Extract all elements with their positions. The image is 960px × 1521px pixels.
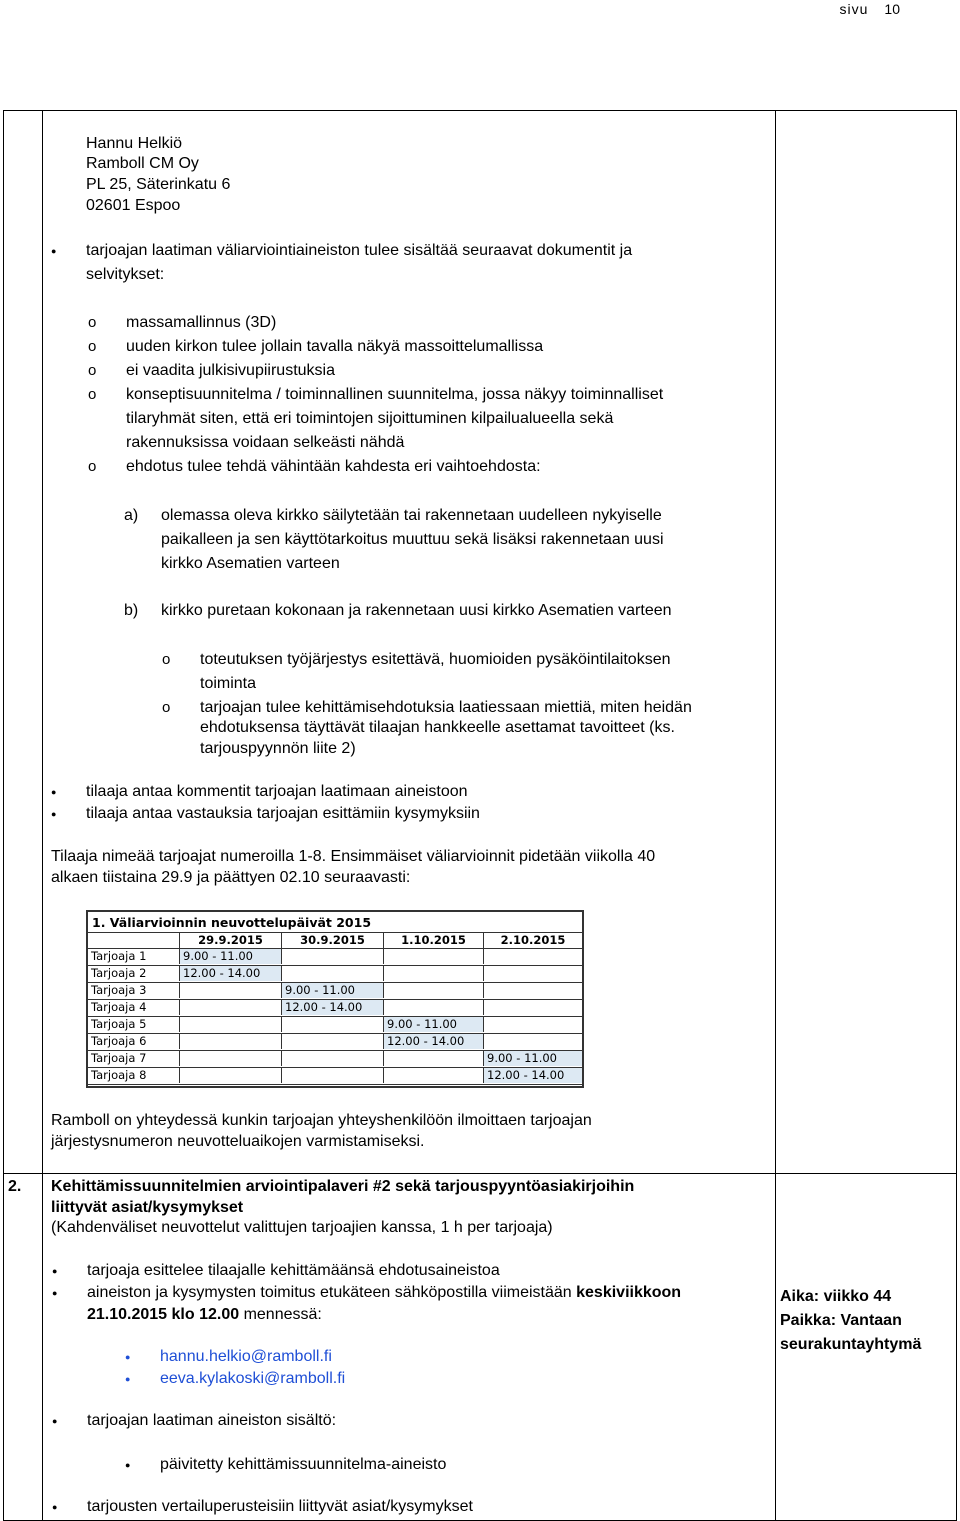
sub-item-cont: tilaryhmät siten, että eri toimintojen sijoittuminen kilpailualueella sekä <box>126 410 614 427</box>
section-bullet: ● tarjousten vertailuperusteisiin liittyvät asiat/kysymykset <box>87 1496 473 1518</box>
schedule-row <box>88 983 582 1000</box>
schedule-title: 1. Väliarvioinnin neuvottelupäivät 2015 <box>88 912 582 933</box>
address-street: PL 25, Säterinkatu 6 <box>86 176 231 193</box>
nested-item-cont: tarjouspyynnön liite 2) <box>200 740 356 757</box>
schedule-empty-cell <box>484 966 582 981</box>
schedule-row-label: Tarjoaja 4 <box>88 1000 180 1015</box>
schedule-row-label: Tarjoaja 8 <box>88 1068 180 1083</box>
schedule-empty-cell <box>484 949 582 964</box>
row1-number-cell <box>4 111 43 1174</box>
schedule-empty-cell <box>384 966 484 981</box>
section-subtitle: (Kahdenväliset neuvottelut valittujen tarjoajien kanssa, 1 h per tarjoaja) <box>51 1219 553 1236</box>
client-bullet: ● tilaaja antaa vastauksia tarjoajan esittämiin kysymyksiin <box>86 803 480 825</box>
schedule-empty-cell <box>180 1068 282 1083</box>
nested-item-cont: ehdotuksensa täyttävät tilaajan hankkeelle asettamat tavoitteet (ks. <box>200 719 675 736</box>
schedule-date: 1.10.2015 <box>384 933 484 948</box>
section-bullet: ● aineiston ja kysymysten toimitus etukäteen sähköpostilla viimeistään keskiviikkoon <box>87 1282 681 1304</box>
schedule-intro-line2: alkaen tiistaina 29.9 ja päättyen 02.10 seuraavasti: <box>51 869 411 886</box>
sub-item: o konseptisuunnitelma / toiminnallinen suunnitelma, jossa näkyy toiminnalliset <box>126 384 663 406</box>
schedule-empty-cell <box>384 949 484 964</box>
schedule-row-label: Tarjoaja 6 <box>88 1034 180 1049</box>
schedule-slot: 9.00 - 11.00 <box>282 983 384 998</box>
alt-b-line: kirkko puretaan kokonaan ja rakennetaan uusi kirkko Asematien varteen <box>161 602 672 619</box>
section-number: 2. <box>8 1178 22 1195</box>
schedule-slot: 12.00 - 14.00 <box>282 1000 384 1015</box>
schedule-empty-cell <box>384 1000 484 1015</box>
sub-item: o ehdotus tulee tehdä vähintään kahdesta eri vaihtoehdosta: <box>126 456 541 478</box>
schedule-empty-cell <box>484 1000 582 1015</box>
schedule-empty-cell <box>384 983 484 998</box>
schedule-slot: 12.00 - 14.00 <box>484 1068 582 1083</box>
section-title: Kehittämissuunnitelmien arviointipalaveri #2 sekä tarjouspyyntöasiakirjoihin <box>51 1178 635 1195</box>
schedule-row <box>88 966 582 983</box>
section-sub-bullet: ● päivitetty kehittämissuunnitelma-aineisto <box>160 1454 446 1476</box>
alt-marker-b: b) <box>124 602 139 619</box>
schedule-empty-cell <box>180 1034 282 1049</box>
email-link[interactable]: ● hannu.helkio@ramboll.fi <box>160 1346 332 1368</box>
schedule-date: 30.9.2015 <box>282 933 384 948</box>
ramboll-note-line2: järjestysnumeron neuvotteluaikojen varmistamiseksi. <box>51 1133 425 1150</box>
schedule-empty-cell <box>384 1068 484 1083</box>
schedule-empty-cell <box>384 1051 484 1066</box>
sub-item: o uuden kirkon tulee jollain tavalla näkyä massoittelumallissa <box>126 336 543 358</box>
nested-item-cont: toiminta <box>200 675 257 692</box>
schedule-corner <box>88 933 180 948</box>
schedule-empty-cell <box>282 966 384 981</box>
schedule-empty-cell <box>180 1017 282 1032</box>
schedule-empty-cell <box>282 1017 384 1032</box>
schedule-empty-cell <box>282 1051 384 1066</box>
address-name: Hannu Helkiö <box>86 135 183 152</box>
schedule-row <box>88 1051 582 1068</box>
email-link[interactable]: ● eeva.kylakoski@ramboll.fi <box>160 1368 345 1390</box>
schedule-empty-cell <box>484 983 582 998</box>
section-title-line2: liittyvät asiat/kysymykset <box>51 1199 244 1216</box>
schedule-table <box>86 910 584 1088</box>
schedule-slot: 12.00 - 14.00 <box>384 1034 484 1049</box>
row2-number-cell <box>4 1174 43 1521</box>
schedule-row <box>88 949 582 966</box>
schedule-header-row <box>88 933 582 949</box>
schedule-empty-cell <box>180 1051 282 1066</box>
alt-a-line: paikalleen ja sen käyttötarkoitus muuttuu sekä lisäksi rakennetaan uusi <box>161 531 664 548</box>
client-bullet: ● tilaaja antaa kommentit tarjoajan laatimaan aineistoon <box>86 781 468 803</box>
schedule-row <box>88 1068 582 1085</box>
schedule-row-label: Tarjoaja 1 <box>88 949 180 964</box>
side-place: Paikka: Vantaan <box>780 1312 902 1329</box>
schedule-row <box>88 1034 582 1051</box>
side-place-line2: seurakuntayhtymä <box>780 1336 922 1353</box>
schedule-slot: 9.00 - 11.00 <box>384 1017 484 1032</box>
address-company: Ramboll CM Oy <box>86 155 199 172</box>
schedule-empty-cell <box>180 983 282 998</box>
page-number: 10 <box>884 1 900 17</box>
schedule-row-label: Tarjoaja 2 <box>88 966 180 981</box>
row1-side-cell <box>776 111 957 1174</box>
nested-item: o toteutuksen työjärjestys esitettävä, huomioiden pysäköintilaitoksen <box>200 649 670 671</box>
schedule-row-label: Tarjoaja 5 <box>88 1017 180 1032</box>
alt-marker-a: a) <box>124 507 139 524</box>
address-city: 02601 Espoo <box>86 197 181 214</box>
schedule-empty-cell <box>282 949 384 964</box>
sub-item: o massamallinnus (3D) <box>126 312 276 334</box>
intro-bullet: ● tarjoajan laatiman väliarviointiaineiston tulee sisältää seuraavat dokumentit ja <box>86 240 632 262</box>
intro-bullet-line2: selvitykset: <box>86 266 165 283</box>
page-label: sivu <box>839 1 869 17</box>
schedule-empty-cell <box>484 1034 582 1049</box>
section-bullet: ● tarjoaja esittelee tilaajalle kehittämäänsä ehdotusaineistoa <box>87 1260 500 1282</box>
schedule-slot: 9.00 - 11.00 <box>484 1051 582 1066</box>
alt-a-line: kirkko Asematien varteen <box>161 555 340 572</box>
sub-item-cont: rakennuksissa voidaan selkeästi nähdä <box>126 434 405 451</box>
schedule-slot: 12.00 - 14.00 <box>180 966 282 981</box>
sub-item: o ei vaadita julkisivupiirustuksia <box>126 360 335 382</box>
ramboll-note: Ramboll on yhteydessä kunkin tarjoajan yhteyshenkilöön ilmoittaen tarjoajan <box>51 1112 592 1129</box>
alt-a-line: olemassa oleva kirkko säilytetään tai rakennetaan uudelleen nykyiselle <box>161 507 662 524</box>
schedule-row <box>88 1017 582 1034</box>
schedule-row-label: Tarjoaja 3 <box>88 983 180 998</box>
schedule-empty-cell <box>282 1068 384 1083</box>
schedule-date: 2.10.2015 <box>500 933 566 947</box>
schedule-date: 29.9.2015 <box>180 933 282 948</box>
schedule-row-label: Tarjoaja 7 <box>88 1051 180 1066</box>
schedule-row <box>88 1000 582 1017</box>
schedule-intro: Tilaaja nimeää tarjoajat numeroilla 1-8. Ensimmäiset väliarvioinnit pidetään viikolla 40 <box>51 848 656 865</box>
schedule-empty-cell <box>282 1034 384 1049</box>
schedule-slot: 9.00 - 11.00 <box>180 949 282 964</box>
schedule-empty-cell <box>180 1000 282 1015</box>
schedule-empty-cell <box>484 1017 582 1032</box>
nested-item: o tarjoajan tulee kehittämisehdotuksia laatiessaan miettiä, miten heidän <box>200 697 692 719</box>
page-header <box>840 1 900 17</box>
section-bullet: ● tarjoajan laatiman aineiston sisältö: <box>87 1410 336 1432</box>
side-time: Aika: viikko 44 <box>780 1288 892 1305</box>
section-bullet-line2: 21.10.2015 klo 12.00 mennessä: <box>87 1306 322 1323</box>
